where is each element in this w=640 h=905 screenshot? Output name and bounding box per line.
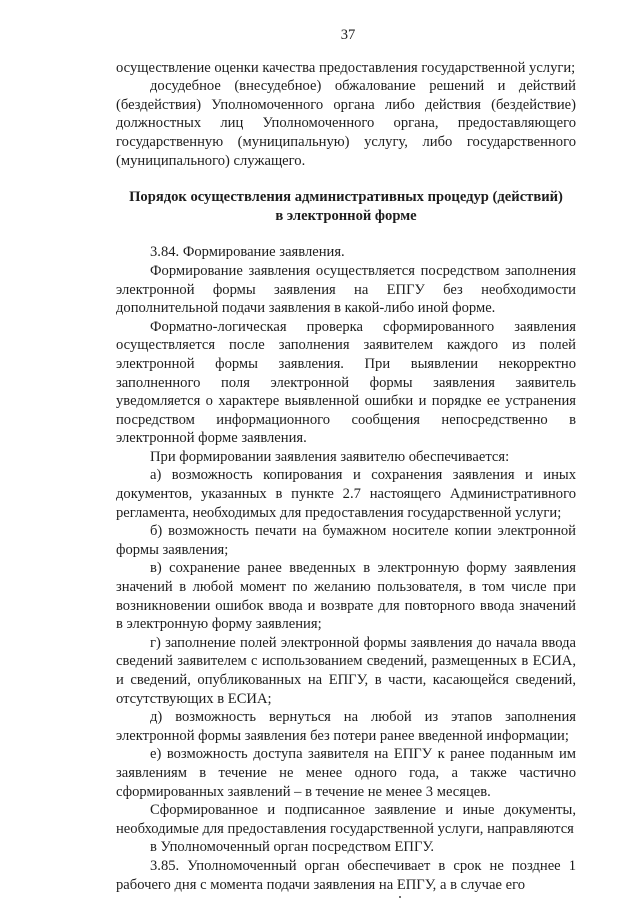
paragraph-3-84-title: 3.84. Формирование заявления. <box>150 244 345 261</box>
paragraph-via-epgu: в Уполномоченный орган посредством ЕПГУ. <box>150 839 434 856</box>
list-item-d: д) возможность вернуться на любой из этапов заполнения электронной формы заявления без потери ранее введенной информации; <box>116 709 576 744</box>
paragraph-format-check: Форматно-логическая проверка сформированного заявления осуществляется после заполнения заявителем каждого из полей электронной формы заявления. При выявлении некорректно заполненного поля электронной формы заявления заявитель уведомляется о характере выявленной ошибки и порядке ее устранения посредством информационного сообщения непосредственно в электронной форме заявления. <box>116 318 576 447</box>
scan-speck <box>399 896 401 898</box>
list-item-b: б) возможность печати на бумажном носителе копии электронной формы заявления; <box>116 523 576 558</box>
paragraph-provided: При формировании заявления заявителю обеспечивается: <box>150 448 510 465</box>
section-heading <box>116 188 576 225</box>
paragraph-submitted: Сформированное и подписанное заявление и иные документы, необходимые для предоставления государственной услуги, направляются <box>116 802 576 837</box>
paragraph-quality-assessment: осуществление оценки качества предоставления государственной услуги; <box>116 59 576 76</box>
paragraph-3-85: 3.85. Уполномоченный орган обеспечивает в срок не позднее 1 рабочего дня с момента подачи заявления на ЕПГУ, а в случае его <box>116 857 576 893</box>
list-item-a: а) возможность копирования и сохранения заявления и иных документов, указанных в пункте 2.7 настоящего Административного регламента, необходимых для предоставления государственной услуги; <box>116 467 576 521</box>
section-heading-line-1: Порядок осуществления административных процедур (действий) <box>129 189 563 206</box>
list-item-e: е) возможность доступа заявителя на ЕПГУ к ранее поданным им заявлениям в течение не менее одного года, а также частично сформированных заявлений – в течение не менее 3 месяцев. <box>116 746 576 800</box>
list-item-v: в) сохранение ранее введенных в электронную форму заявления значений в любой момент по желанию пользователя, в том числе при возникновении ошибок ввода и возврате для повторного ввода значений в электронную форму заявления; <box>116 560 576 633</box>
page-number: 37 <box>340 27 356 43</box>
section-heading-line-2: в электронной форме <box>275 207 417 224</box>
paragraph-appeal: досудебное (внесудебное) обжалование решений и действий (бездействия) Уполномоченного органа либо действия (бездействие) должностных лиц Уполномоченного органа, предоставляющего государственную (муниципальную) услугу, либо государственного (муниципального) служащего. <box>116 78 576 169</box>
paragraph-forming: Формирование заявления осуществляется посредством заполнения электронной формы заявления на ЕПГУ без необходимости дополнительной подачи заявления в какой-либо иной форме. <box>116 262 576 317</box>
list-item-g: г) заполнение полей электронной формы заявления до начала ввода сведений заявителем с использованием сведений, размещенных в ЕСИА, и сведений, опубликованных на ЕПГУ, в части, касающейся сведений, отсутствующих в ЕСИА; <box>116 634 576 707</box>
